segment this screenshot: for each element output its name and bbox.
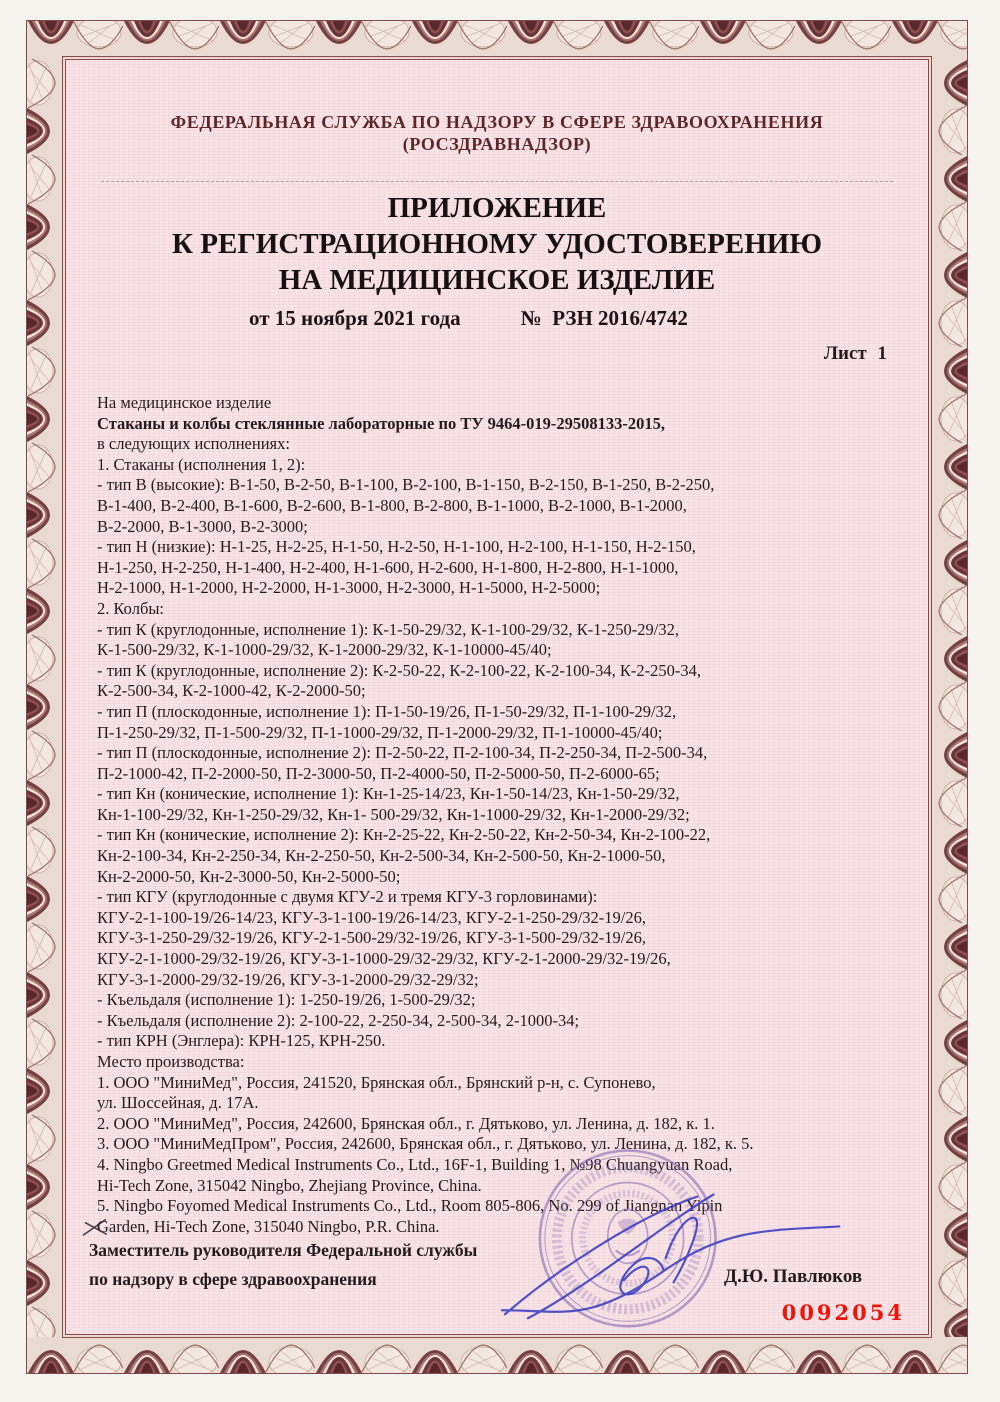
certificate-sheet bbox=[26, 20, 968, 1374]
border-ornament-left bbox=[27, 59, 65, 1337]
title-line1: ПРИЛОЖЕНИЕ bbox=[387, 192, 607, 224]
body-line: 1. ООО "МиниМед", Россия, 241520, Брянская обл., Брянский р-н, с. Супонево, bbox=[97, 1072, 656, 1092]
signature-block bbox=[89, 1240, 923, 1290]
body-line: - тип Н (низкие): Н-1-25, Н-2-25, Н-1-50, Н-2-50, Н-1-100, Н-2-100, Н-1-150, Н-2-150, bbox=[97, 537, 696, 557]
body-line: Hi-Tech Zone, 315042 Ningbo, Zhejiang Province, China. bbox=[97, 1175, 482, 1195]
body-line: КГУ-2-1-100-19/26-14/23, КГУ-3-1-100-19/26-14/23, КГУ-2-1-250-29/32-19/26, bbox=[97, 907, 646, 927]
body-line: В-2-2000, В-1-3000, В-2-3000; bbox=[97, 516, 308, 536]
body-line: П-1-250-29/32, П-1-500-29/32, П-1-1000-29/32, П-1-2000-29/32, П-1-10000-45/40; bbox=[97, 722, 663, 742]
body-line: На медицинское изделие bbox=[97, 393, 272, 412]
body-line: 3. ООО "МиниМедПром", Россия, 242600, Брянская обл., г. Дятьково, ул. Ленина, д. 182, к. 5. bbox=[97, 1134, 754, 1154]
registration-number: № РЗН 2016/4742 bbox=[520, 306, 688, 330]
body-line: - тип КРН (Энглера): КРН-125, КРН-250. bbox=[97, 1031, 386, 1051]
document-title bbox=[71, 190, 923, 298]
border-ornament-top bbox=[27, 21, 967, 59]
body-line: Garden, Hi-Tech Zone, 315040 Ningbo, P.R. China. bbox=[97, 1216, 440, 1236]
issuing-authority-name bbox=[71, 111, 923, 155]
body-line: К-1-500-29/32, К-1-1000-29/32, К-1-2000-29/32, К-1-10000-45/40; bbox=[97, 640, 552, 660]
body-line: - тип К (круглодонные, исполнение 2): К-2-50-22, К-2-100-22, К-2-100-34, К-2-250-34, bbox=[97, 660, 701, 680]
body-line: В-1-400, В-2-400, В-1-600, В-2-600, В-1-800, В-2-800, В-1-1000, В-2-1000, В-1-2000, bbox=[97, 495, 687, 515]
issue-date: от 15 ноября 2021 года bbox=[249, 306, 461, 330]
body-line: - тип П (плоскодонные, исполнение 2): П-2-50-22, П-2-100-34, П-2-250-34, П-2-500-34, bbox=[97, 743, 708, 763]
signatory-name: Д.Ю. Павлюков bbox=[724, 1266, 863, 1288]
body-line: Кн-2-2000-50, Кн-2-3000-50, Кн-2-5000-50; bbox=[97, 866, 401, 886]
body-line: Н-1-250, Н-2-250, Н-1-400, Н-2-400, Н-1-600, Н-2-600, Н-1-800, Н-2-800, Н-1-1000, bbox=[97, 557, 679, 577]
body-line: 2. Колбы: bbox=[97, 598, 165, 618]
body-line: 2. ООО "МиниМед", Россия, 242600, Брянская обл., г. Дятьково, ул. Ленина, д. 182, к. 1. bbox=[97, 1113, 715, 1133]
certificate-content bbox=[71, 61, 923, 1329]
body-line: - тип В (высокие): В-1-50, В-2-50, В-1-100, В-2-100, В-1-150, В-2-150, В-1-250, В-2-250, bbox=[97, 475, 715, 495]
body-line: - тип КГУ (круглодонные с двумя КГУ-2 и тремя КГУ-3 горловинами): bbox=[97, 887, 598, 907]
signatory-title-line2: по надзору в сфере здравоохранения bbox=[89, 1269, 377, 1290]
body-line: - Къельдаля (исполнение 1): 1-250-19/26, 1-500-29/32; bbox=[97, 990, 476, 1010]
body-line: КГУ-3-1-250-29/32-19/26, КГУ-2-1-500-29/32-19/26, КГУ-3-1-500-29/32-19/26, bbox=[97, 928, 646, 948]
authority-line2: (РОСЗДРАВНАДЗОР) bbox=[402, 134, 592, 154]
border-ornament-right bbox=[929, 59, 967, 1337]
body-line: 5. Ningbo Foyomed Medical Instruments Co., Ltd., Room 805-806, No. 299 of Jiangnan Yipin bbox=[97, 1196, 723, 1216]
body-line: - тип П (плоскодонные, исполнение 1): П-1-50-19/26, П-1-50-29/32, П-1-100-29/32, bbox=[97, 701, 677, 721]
body-line: 4. Ningbo Greetmed Medical Instruments Co., Ltd., 16F-1, Building 1, №98 Chuangyuan Road, bbox=[97, 1154, 733, 1174]
device-description-block bbox=[97, 393, 905, 1237]
body-line: Стаканы и колбы стеклянные лабораторные по ТУ 9464-019-29508133-2015, bbox=[97, 413, 665, 433]
authority-line1: ФЕДЕРАЛЬНАЯ СЛУЖБА ПО НАДЗОРУ В СФЕРЕ ЗДРАВООХРАНЕНИЯ bbox=[170, 112, 824, 132]
date-number-row bbox=[71, 306, 923, 331]
body-line: КГУ-3-1-2000-29/32-19/26, КГУ-3-1-2000-29/32-29/32; bbox=[97, 969, 479, 989]
body-line: П-2-1000-42, П-2-2000-50, П-2-3000-50, П-2-4000-50, П-2-5000-50, П-2-6000-65; bbox=[97, 763, 660, 783]
body-line: - тип К (круглодонные, исполнение 1): К-1-50-29/32, К-1-100-29/32, К-1-250-29/32, bbox=[97, 619, 680, 639]
body-line: - тип Кн (конические, исполнение 2): Кн-2-25-22, Кн-2-50-22, Кн-2-50-34, Кн-2-100-22, bbox=[97, 825, 711, 845]
body-line: Н-2-1000, Н-1-2000, Н-2-2000, Н-1-3000, Н-2-3000, Н-1-5000, Н-2-5000; bbox=[97, 578, 601, 598]
body-line: КГУ-2-1-1000-29/32-19/26, КГУ-3-1-1000-29/32-29/32, КГУ-2-1-2000-29/32-19/26, bbox=[97, 949, 671, 969]
title-line3: НА МЕДИЦИНСКОЕ ИЗДЕЛИЕ bbox=[278, 264, 716, 296]
serial-number: 0092054 bbox=[781, 1300, 905, 1325]
body-line: Кн-2-100-34, Кн-2-250-34, Кн-2-250-50, Кн-2-500-34, Кн-2-500-50, Кн-2-1000-50, bbox=[97, 846, 666, 866]
body-line: ул. Шоссейная, д. 17А. bbox=[97, 1093, 259, 1113]
dotted-separator bbox=[101, 181, 893, 182]
signatory-title-line1: Заместитель руководителя Федеральной службы bbox=[89, 1240, 478, 1261]
sheet-number: Лист 1 bbox=[823, 343, 887, 364]
body-line: Место производства: bbox=[97, 1052, 245, 1071]
title-line2: К РЕГИСТРАЦИОННОМУ УДОСТОВЕРЕНИЮ bbox=[171, 228, 822, 260]
body-line: - тип Кн (конические, исполнение 1): Кн-1-25-14/23, Кн-1-50-14/23, Кн-1-50-29/32, bbox=[97, 784, 680, 804]
body-line: Кн-1-100-29/32, Кн-1-250-29/32, Кн-1- 500-29/32, Кн-1-1000-29/32, Кн-1-2000-29/32; bbox=[97, 804, 690, 824]
body-line: в следующих исполнениях: bbox=[97, 434, 290, 454]
body-line: 1. Стаканы (исполнения 1, 2): bbox=[97, 454, 306, 474]
border-ornament-bottom bbox=[27, 1335, 967, 1373]
body-line: - Къельдаля (исполнение 2): 2-100-22, 2-250-34, 2-500-34, 2-1000-34; bbox=[97, 1010, 580, 1030]
body-line: К-2-500-34, К-2-1000-42, К-2-2000-50; bbox=[97, 681, 366, 701]
